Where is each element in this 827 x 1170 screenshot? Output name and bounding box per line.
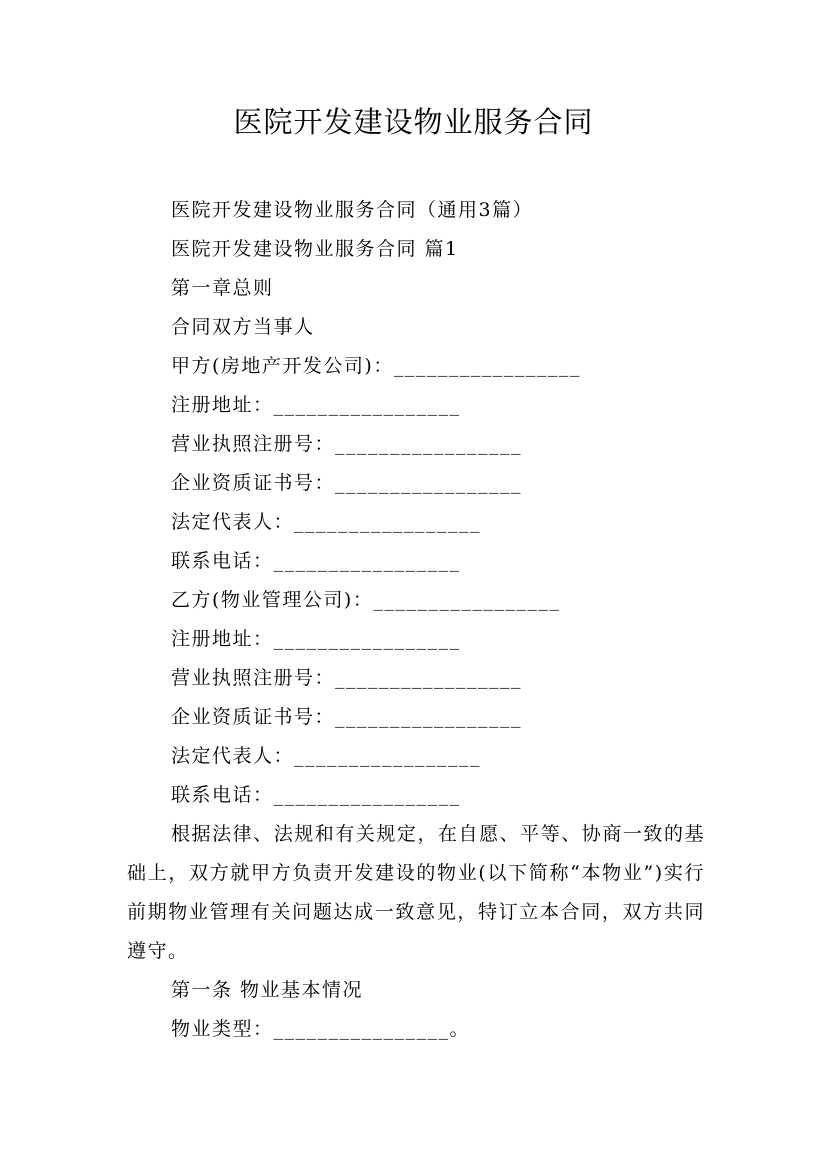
preamble-paragraph: 根据法律、法规和有关规定，在自愿、平等、协商一致的基础上，双方就甲方负责开发建设的物业(以下简称“本物业”)实行前期物业管理有关问题达成一致意见，特订立本合同，双方共同遵守。 [127,823,705,962]
doc-line-collection-title: 医院开发建设物业服务合同（通用3篇） [171,199,534,221]
document-title: 医院开发建设物业服务合同 [233,105,594,139]
document-body [127,191,705,1049]
doc-line-part-heading: 医院开发建设物业服务合同 篇1 [171,238,459,260]
party-a-address-field: 注册地址：_________________ [171,394,461,416]
party-a-phone-field: 联系电话：_________________ [171,550,461,572]
article-one-heading: 第一条 物业基本情况 [171,979,364,1001]
party-a-certificate-field: 企业资质证书号：_________________ [171,472,523,494]
party-a-license-field: 营业执照注册号：_________________ [171,433,523,455]
party-b-representative-field: 法定代表人：_________________ [171,745,482,767]
party-b-phone-field: 联系电话：_________________ [171,784,461,806]
party-a-name-field: 甲方(房地产开发公司)：_________________ [171,355,581,377]
doc-line-parties-heading: 合同双方当事人 [171,316,315,338]
party-b-name-field: 乙方(物业管理公司)：_________________ [171,589,561,611]
party-b-address-field: 注册地址：_________________ [171,628,461,650]
party-b-license-field: 营业执照注册号：_________________ [171,667,523,689]
doc-line-chapter-heading: 第一章总则 [171,277,274,299]
party-b-certificate-field: 企业资质证书号：_________________ [171,706,523,728]
party-a-representative-field: 法定代表人：_________________ [171,511,482,533]
property-type-field: 物业类型：________________。 [171,1018,471,1040]
